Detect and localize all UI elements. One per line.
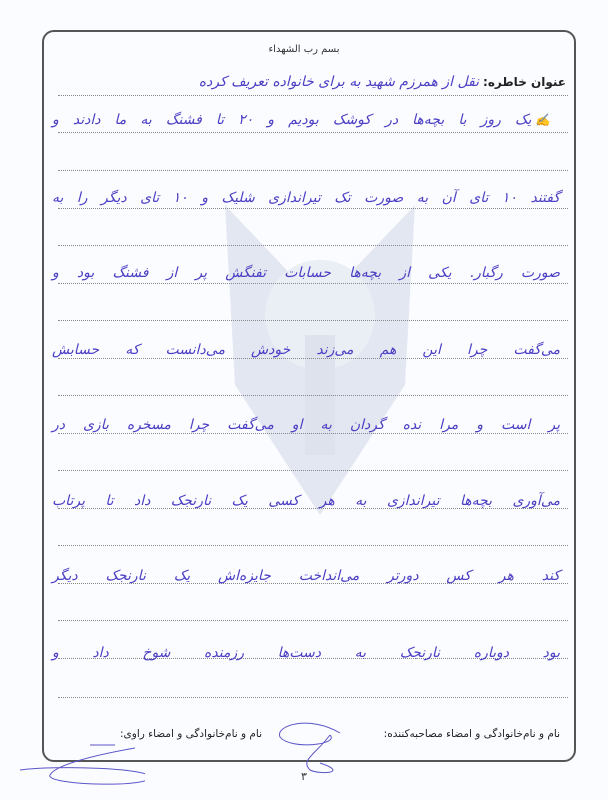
memory-title-label: عنوان خاطره: xyxy=(483,75,566,89)
dotted-line xyxy=(58,208,568,209)
dotted-line xyxy=(58,620,568,621)
dotted-line xyxy=(58,470,568,471)
page-number: ۳ xyxy=(301,770,307,783)
handwritten-text: یک روز با بچه‌ها در کوشک بودیم و ۲۰ تا فشنگ به ما دادند و xyxy=(52,112,532,128)
handwritten-text: بود دوباره نارنجک به دست‌ها رزمنده شوخ داد و xyxy=(52,645,560,661)
dotted-line xyxy=(58,245,568,246)
handwritten-line xyxy=(52,342,560,358)
handwritten-text: گفتند ۱۰ تای آن به صورت تک تیراندازی شلیک و ۱۰ تای دیگر را به xyxy=(52,190,561,206)
dotted-line xyxy=(58,697,568,698)
dotted-line xyxy=(58,95,568,96)
basmala-heading: بسم رب الشهداء xyxy=(268,44,340,55)
handwritten-line xyxy=(52,568,560,584)
handwritten-text: پر است و مرا نده گردان به او می‌گفت چرا مسخره بازی در xyxy=(52,417,560,433)
handwritten-text: صورت رگبار. یکی از بچه‌ها حسابات تفنگش پر از فشنگ بود و xyxy=(52,265,560,281)
dotted-line xyxy=(58,132,568,133)
dotted-line xyxy=(58,433,568,434)
memory-title-row xyxy=(199,74,566,90)
interviewer-signature-icon xyxy=(270,715,350,775)
watermark-emblem-icon xyxy=(205,185,435,545)
dotted-line xyxy=(58,358,568,359)
handwritten-text: می‌گفت چرا این هم می‌زند خودش می‌دانست که حسابش xyxy=(52,342,560,358)
handwritten-text: می‌آوری بچه‌ها تیراندازی به هر کسی یک نارنجک داد تا پرتاب xyxy=(52,493,560,509)
dotted-line xyxy=(58,545,568,546)
dotted-line xyxy=(58,395,568,396)
interviewer-signature-label: نام و نام‌خانوادگی و امضاء مصاحبه‌کننده: xyxy=(383,728,560,740)
dotted-line xyxy=(58,283,568,284)
handwritten-line xyxy=(52,190,560,206)
handwritten-line xyxy=(52,417,560,433)
handwritten-line xyxy=(52,112,560,128)
memory-title-value: نقل از همرزم شهید به برای خانواده تعریف کرده xyxy=(198,74,480,90)
handwritten-line xyxy=(52,645,560,661)
handwritten-text: کند هر کس دورتر می‌انداخت جایزه‌اش یک نارنجک دیگر xyxy=(52,568,560,584)
dotted-line xyxy=(58,320,568,321)
pencil-icon: ✍ xyxy=(535,113,560,127)
handwritten-line xyxy=(52,265,560,281)
handwritten-line xyxy=(52,493,560,509)
narrator-signature-label: نام و نام‌خانوادگی و امضاء راوی: xyxy=(120,728,263,740)
dotted-line xyxy=(58,170,568,171)
